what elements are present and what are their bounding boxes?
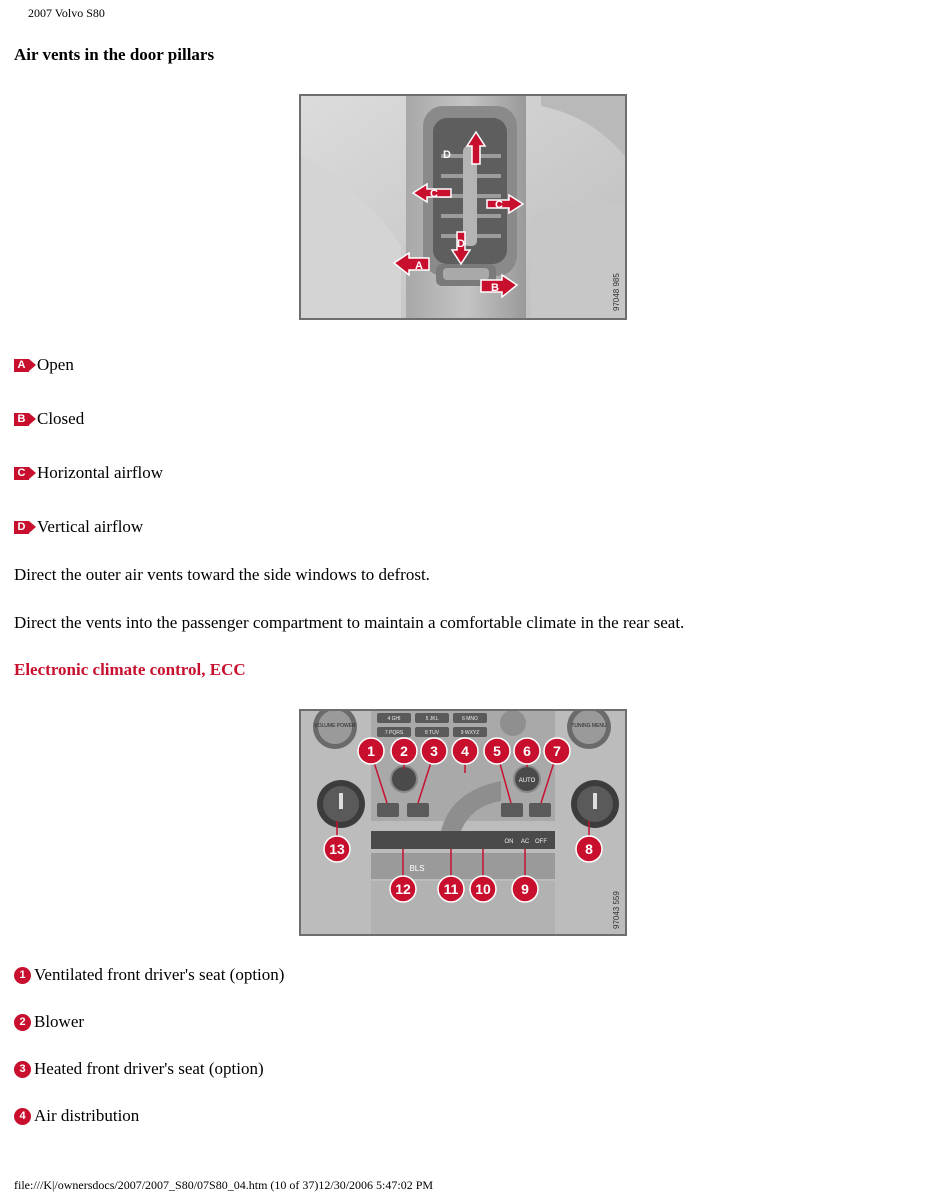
legend-item-horizontal-airflow bbox=[14, 463, 163, 483]
svg-text:OFF: OFF bbox=[535, 839, 547, 845]
legend-text: Closed bbox=[37, 409, 85, 428]
legend-item-ventilated-seat bbox=[14, 965, 284, 985]
document-header: 2007 Volvo S80 bbox=[28, 6, 105, 20]
figure-code: 97043 559 bbox=[612, 891, 621, 929]
ecc-panel-illustration bbox=[301, 711, 625, 934]
svg-text:B: B bbox=[491, 282, 499, 294]
svg-text:VOLUME POWER: VOLUME POWER bbox=[314, 723, 356, 729]
page-footer-path: file:///K|/ownersdocs/2007/2007_S80/07S80_04.htm (10 of 37)12/30/2006 5:47:02 PM bbox=[14, 1178, 434, 1192]
air-vent-illustration bbox=[301, 96, 625, 318]
svg-text:BLS: BLS bbox=[409, 864, 425, 873]
svg-text:8: 8 bbox=[585, 841, 593, 857]
legend-text: Heated front driver's seat (option) bbox=[34, 1059, 264, 1078]
callout-4 bbox=[452, 738, 478, 764]
callout-1 bbox=[358, 738, 384, 764]
letter-a-icon: A bbox=[14, 359, 29, 372]
letter-d-icon: D bbox=[14, 521, 29, 534]
svg-text:6: 6 bbox=[523, 743, 531, 759]
callout-7 bbox=[544, 738, 570, 764]
legend-item-closed bbox=[14, 409, 84, 429]
callout-13 bbox=[324, 836, 350, 862]
letter-c-icon: C bbox=[14, 467, 29, 480]
letter-b-icon: B bbox=[14, 413, 29, 426]
number-2-icon: 2 bbox=[14, 1014, 31, 1031]
legend-item-vertical-airflow bbox=[14, 517, 143, 537]
legend-text: Ventilated front driver's seat (option) bbox=[34, 965, 285, 984]
legend-item-blower bbox=[14, 1012, 84, 1032]
legend-text: Blower bbox=[34, 1012, 85, 1031]
svg-text:11: 11 bbox=[443, 881, 459, 897]
callout-11 bbox=[438, 876, 464, 902]
callout-9 bbox=[512, 876, 538, 902]
svg-text:D: D bbox=[457, 238, 465, 250]
paragraph-rear-climate: Direct the vents into the passenger compartment to maintain a comfortable climate in the rear seat. bbox=[14, 613, 685, 632]
svg-text:8 TUV: 8 TUV bbox=[424, 730, 440, 736]
figure-code: 97048 985 bbox=[612, 273, 621, 311]
svg-text:C: C bbox=[495, 199, 503, 211]
legend-item-open bbox=[14, 355, 74, 375]
legend-text: Air distribution bbox=[34, 1106, 140, 1125]
legend-text: Vertical airflow bbox=[37, 517, 144, 536]
svg-text:1: 1 bbox=[367, 743, 375, 759]
number-4-icon: 4 bbox=[14, 1108, 31, 1125]
callout-2 bbox=[391, 738, 417, 764]
svg-text:9 WXYZ: 9 WXYZ bbox=[460, 730, 480, 736]
svg-text:2: 2 bbox=[400, 743, 408, 759]
svg-text:ON: ON bbox=[504, 839, 514, 845]
callout-5 bbox=[484, 738, 510, 764]
air-vent-figure bbox=[299, 94, 627, 320]
svg-text:3: 3 bbox=[430, 743, 438, 759]
svg-text:5 JKL: 5 JKL bbox=[425, 716, 439, 722]
svg-text:4 GHI: 4 GHI bbox=[387, 716, 401, 722]
ecc-panel-figure bbox=[299, 709, 627, 936]
callout-10 bbox=[470, 876, 496, 902]
callout-12 bbox=[390, 876, 416, 902]
svg-text:5: 5 bbox=[493, 743, 501, 759]
section-title-air-vents: Air vents in the door pillars bbox=[14, 45, 215, 64]
svg-text:12: 12 bbox=[395, 881, 411, 897]
legend-text: Horizontal airflow bbox=[37, 463, 164, 482]
svg-text:7: 7 bbox=[553, 743, 561, 759]
legend-item-air-distribution bbox=[14, 1106, 139, 1126]
svg-text:AUTO: AUTO bbox=[518, 778, 536, 784]
svg-text:C: C bbox=[430, 188, 438, 200]
callout-8 bbox=[576, 836, 602, 862]
section-title-ecc: Electronic climate control, ECC bbox=[14, 660, 246, 679]
legend-item-heated-seat bbox=[14, 1059, 264, 1079]
svg-text:TUNING MENU: TUNING MENU bbox=[571, 723, 607, 729]
svg-text:7 PQRS: 7 PQRS bbox=[384, 730, 404, 736]
svg-text:9: 9 bbox=[521, 881, 529, 897]
svg-text:6 MNO: 6 MNO bbox=[462, 716, 478, 722]
svg-text:4: 4 bbox=[461, 743, 469, 759]
svg-text:10: 10 bbox=[475, 881, 491, 897]
number-1-icon: 1 bbox=[14, 967, 31, 984]
svg-text:A: A bbox=[415, 260, 423, 272]
callout-3 bbox=[421, 738, 447, 764]
svg-text:D: D bbox=[443, 149, 451, 161]
svg-text:AC: AC bbox=[520, 839, 530, 845]
callout-6 bbox=[514, 738, 540, 764]
number-3-icon: 3 bbox=[14, 1061, 31, 1078]
legend-text: Open bbox=[37, 355, 74, 374]
svg-text:13: 13 bbox=[329, 841, 345, 857]
paragraph-defrost: Direct the outer air vents toward the side windows to defrost. bbox=[14, 565, 430, 584]
